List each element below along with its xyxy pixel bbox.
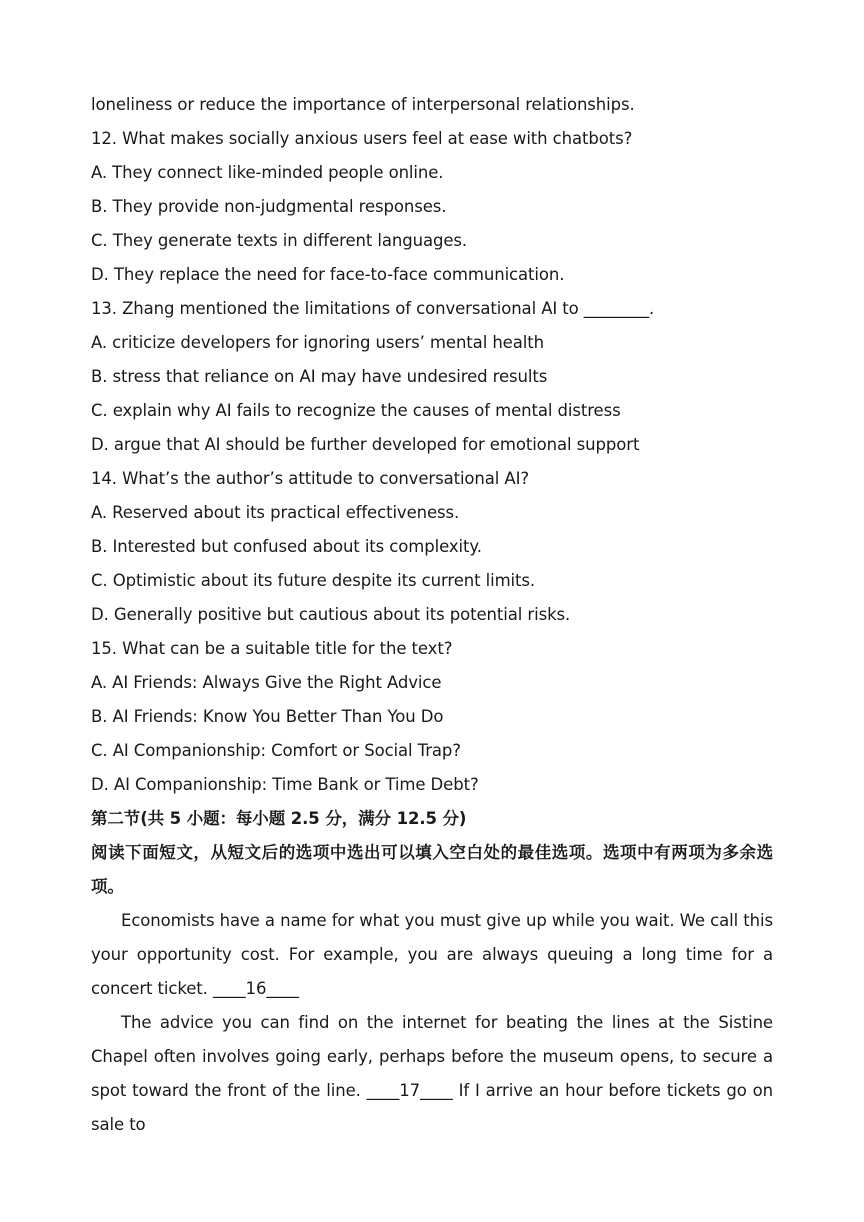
option-15-b: B. AI Friends: Know You Better Than You Do <box>91 707 444 726</box>
option-15-d: D. AI Companionship: Time Bank or Time Debt? <box>91 775 479 794</box>
option-15-a: A. AI Friends: Always Give the Right Advice <box>91 673 442 692</box>
section-heading: 第二节(共 5 小题：每小题 2.5 分，满分 12.5 分) <box>91 809 467 828</box>
option-12-d: D. They replace the need for face-to-face communication. <box>91 265 565 284</box>
question-12: 12. What makes socially anxious users feel at ease with chatbots? <box>91 129 633 148</box>
option-13-c: C. explain why AI fails to recognize the causes of mental distress <box>91 401 621 420</box>
question-14: 14. What’s the author’s attitude to conversational AI? <box>91 469 530 488</box>
section-instruction: 阅读下面短文，从短文后的选项中选出可以填入空白处的最佳选项。选项中有两项为多余选项。 <box>91 843 773 896</box>
option-14-c: C. Optimistic about its future despite its current limits. <box>91 571 536 590</box>
option-13-d: D. argue that AI should be further developed for emotional support <box>91 435 640 454</box>
option-14-b: B. Interested but confused about its complexity. <box>91 537 482 556</box>
option-12-c: C. They generate texts in different languages. <box>91 231 468 250</box>
passage-paragraph-2: The advice you can find on the internet for beating the lines at the Sistine Chapel often involves going early, perhaps before the museum opens, to secure a spot toward the front of the line. ____17____ If I arrive an hour before tickets go on sale to <box>91 1013 773 1134</box>
document-page <box>91 88 773 1142</box>
question-13: 13. Zhang mentioned the limitations of conversational AI to ________. <box>91 299 655 318</box>
option-13-a: A. criticize developers for ignoring users’ mental health <box>91 333 544 352</box>
option-13-b: B. stress that reliance on AI may have undesired results <box>91 367 548 386</box>
option-12-a: A. They connect like-minded people online. <box>91 163 444 182</box>
option-14-a: A. Reserved about its practical effectiveness. <box>91 503 460 522</box>
text-line: loneliness or reduce the importance of interpersonal relationships. <box>91 95 635 114</box>
option-15-c: C. AI Companionship: Comfort or Social Trap? <box>91 741 461 760</box>
option-14-d: D. Generally positive but cautious about its potential risks. <box>91 605 571 624</box>
passage-paragraph-1: Economists have a name for what you must give up while you wait. We call this your opportunity cost. For example, you are always queuing a long time for a concert ticket. ____16____ <box>91 911 773 998</box>
question-15: 15. What can be a suitable title for the text? <box>91 639 453 658</box>
option-12-b: B. They provide non-judgmental responses. <box>91 197 447 216</box>
